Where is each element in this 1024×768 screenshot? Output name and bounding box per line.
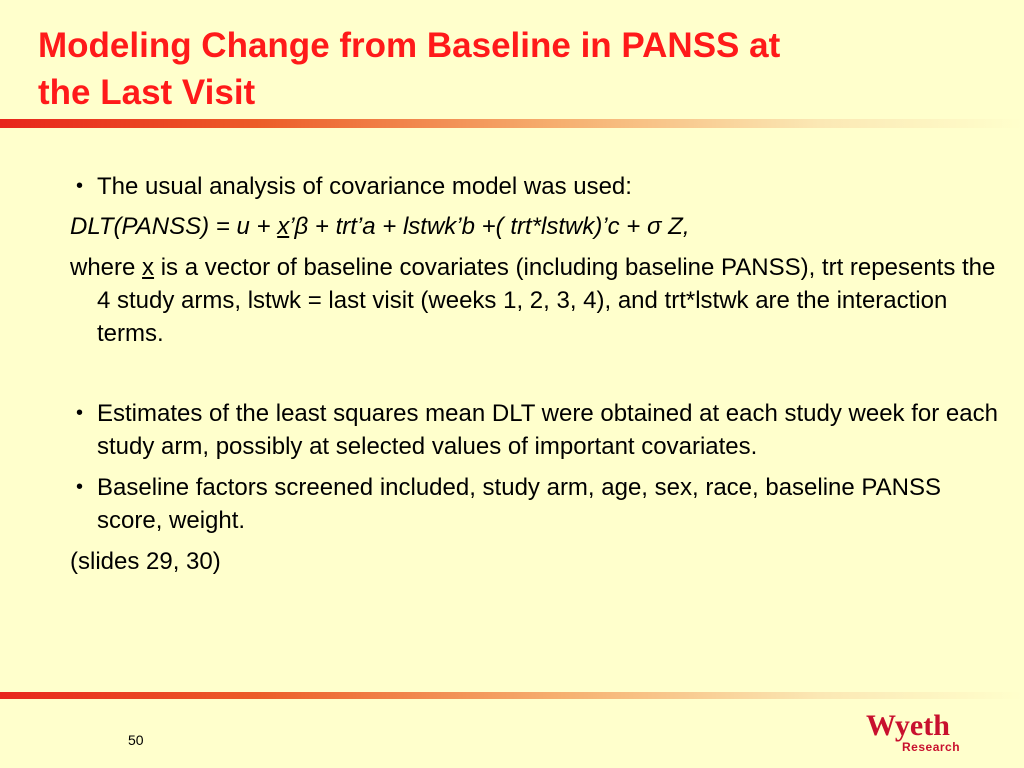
bullet-item-model — [70, 170, 1010, 203]
logo-wordmark: Wyeth — [866, 709, 950, 742]
model-equation: DLT(PANSS) = u + x’β + trt’a + lstwk’b +( trt*lstwk)’c + σ Z, — [70, 213, 690, 240]
bullet-icon: • — [76, 402, 84, 424]
equation-beta: β — [294, 213, 309, 240]
bullet-icon: • — [76, 175, 84, 197]
bullet-text: Estimates of the least squares mean DLT were obtained at each study week for each study arm, possibly at selected values of important covariates. — [97, 400, 998, 460]
slide-body — [70, 170, 1010, 578]
equation-x: x — [277, 213, 290, 240]
slide-title-line2: the Last Visit — [38, 73, 256, 112]
title-divider — [0, 119, 1024, 128]
where-paragraph: where x is a vector of baseline covariates (including baseline PANSS), trt repesents the 4 study arms, lstwk = last visit (weeks 1, 2, 3, 4), and trt*lstwk are the interaction terms. — [70, 254, 996, 347]
slides-reference: (slides 29, 30) — [70, 548, 221, 575]
footer-divider — [0, 692, 1024, 699]
wyeth-logo — [866, 710, 976, 756]
logo-subtitle: Research — [902, 740, 961, 754]
page-number: 50 — [128, 732, 144, 748]
equation-sigma: σ — [647, 213, 662, 240]
bullet-text: The usual analysis of covariance model was used: — [97, 173, 632, 200]
slide-title — [38, 22, 998, 116]
where-x: x — [142, 254, 155, 281]
bullet-icon: • — [76, 476, 84, 498]
bullet-text: Baseline factors screened included, study arm, age, sex, race, baseline PANSS score, weight. — [97, 474, 941, 534]
slide-title-line1: Modeling Change from Baseline in PANSS at — [38, 26, 781, 65]
bullet-item-baseline-factors — [70, 471, 1010, 537]
bullet-item-estimates — [70, 397, 1010, 463]
